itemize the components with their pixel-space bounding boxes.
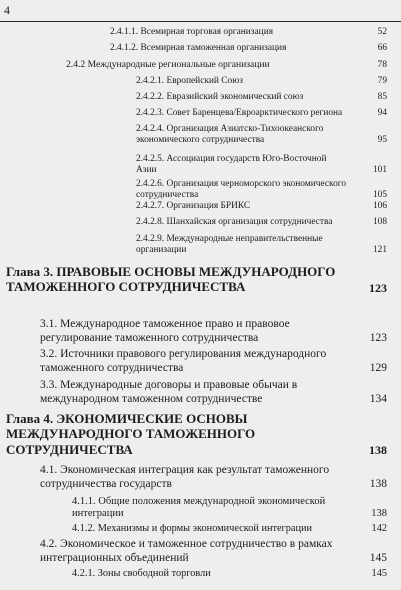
toc-entry-page: 145	[371, 568, 387, 579]
toc-entry-page: 78	[377, 59, 387, 70]
toc-entry-page: 79	[377, 76, 387, 86]
toc-entry-title: 2.4.2.3. Совет Баренцева/Евроарктического региона	[136, 108, 343, 118]
toc-entry-page: 52	[377, 27, 387, 37]
toc-entry	[136, 179, 387, 201]
toc-chapter-title: Глава 3. ПРАВОВЫЕ ОСНОВЫ МЕЖДУНАРОДНОГО ТАМОЖЕННОГО СОТРУДНИЧЕСТВА	[6, 264, 336, 295]
toc-entry	[72, 496, 387, 521]
toc-entry	[136, 92, 387, 103]
toc-entry-title: 4.2.1. Зоны свободной торговли	[72, 568, 211, 579]
toc-entry	[40, 538, 387, 565]
toc-entry-title: 3.3. Международные договоры и правовые обычаи в международном таможенном сотрудничестве	[40, 379, 298, 405]
toc-entry-title: 4.1. Экономическая интеграция как результат таможенного сотрудничества государств	[40, 464, 330, 490]
toc-entry-title: 4.2. Экономическое и таможенное сотрудничество в рамках интеграционных объединений	[40, 538, 333, 564]
toc-entry	[66, 59, 387, 70]
toc-entry-title: 2.4.2.4. Организация Азиатско-Тихоокеанского экономического сотрудничества	[136, 124, 324, 146]
toc-entry-title: 2.4.2 Международные региональные организации	[66, 59, 270, 70]
toc-chapter-page: 138	[369, 442, 387, 457]
toc-entry-page: 85	[377, 92, 387, 102]
toc-entry-page: 129	[369, 361, 387, 374]
toc-entry-page: 66	[377, 43, 387, 53]
toc-entry	[136, 76, 387, 87]
toc-entry	[136, 234, 387, 256]
toc-entry-title: 2.4.2.1. Европейский Союз	[136, 76, 243, 86]
toc-entry-title: 2.4.2.2. Евразийский экономический союз	[136, 92, 304, 102]
toc-entry	[136, 217, 387, 228]
toc-entry	[72, 568, 387, 580]
toc-entry-title: 2.4.2.5. Ассоциация государств Юго-Восточной Азии	[136, 154, 327, 176]
toc-entry-title: 4.1.1. Общие положения международной экономической интеграции	[72, 496, 326, 520]
toc-entry	[136, 201, 387, 212]
toc-entry	[136, 154, 387, 176]
toc-entry-page: 101	[372, 165, 387, 176]
toc-entry	[136, 108, 387, 119]
toc-entry-title: 2.4.2.8. Шанхайская организация сотрудничества	[136, 217, 333, 227]
toc-chapter-page: 123	[369, 280, 387, 295]
toc-entry	[110, 43, 387, 54]
toc-entry	[40, 464, 387, 491]
toc-chapter	[6, 264, 387, 295]
toc-entry-page: 142	[371, 523, 387, 534]
toc-entry	[72, 523, 387, 535]
toc-entry	[110, 27, 387, 38]
toc-entry-page: 138	[371, 508, 387, 520]
toc-entry-title: 4.1.2. Механизмы и формы экономической интеграции	[72, 523, 313, 534]
toc-entry-title: 2.4.1.2. Всемирная таможенная организация	[110, 43, 287, 53]
toc-entry-page: 108	[372, 217, 387, 227]
toc-entry	[40, 348, 387, 375]
toc-entry-page: 121	[372, 245, 387, 256]
toc-entry	[40, 379, 387, 406]
toc-entry-page: 105	[372, 190, 387, 201]
toc-entry	[136, 124, 387, 146]
toc-entry-page: 145	[369, 551, 387, 564]
toc-chapter	[6, 411, 387, 457]
toc-entry-page: 95	[377, 135, 387, 146]
toc-entry	[40, 318, 387, 345]
toc-entry-title: 2.4.1.1. Всемирная торговая организация	[110, 27, 274, 37]
toc-entry-title: 2.4.2.6. Организация черноморского экономического сотрудничества	[136, 179, 347, 201]
toc-entry-page: 134	[369, 392, 387, 405]
toc-entry-title: 2.4.2.9. Международные неправительственные организации	[136, 234, 323, 256]
toc-entry-page: 123	[369, 331, 387, 344]
toc-entry-title: 2.4.2.7. Организация БРИКС	[136, 201, 251, 211]
toc-entry-title: 3.1. Международное таможенное право и правовое регулирование таможенного сотрудничества	[40, 318, 290, 344]
toc-entry-page: 106	[372, 201, 387, 211]
toc-chapter-title: Глава 4. ЭКОНОМИЧЕСКИЕ ОСНОВЫ МЕЖДУНАРОДНОГО ТАМОЖЕННОГО СОТРУДНИЧЕСТВА	[6, 411, 256, 457]
page-number: 4	[4, 3, 10, 17]
toc-entry-page: 138	[369, 477, 387, 490]
toc-entry-title: 3.2. Источники правового регулирования международного таможенного сотрудничества	[40, 348, 327, 374]
toc-entry-page: 94	[377, 108, 387, 118]
